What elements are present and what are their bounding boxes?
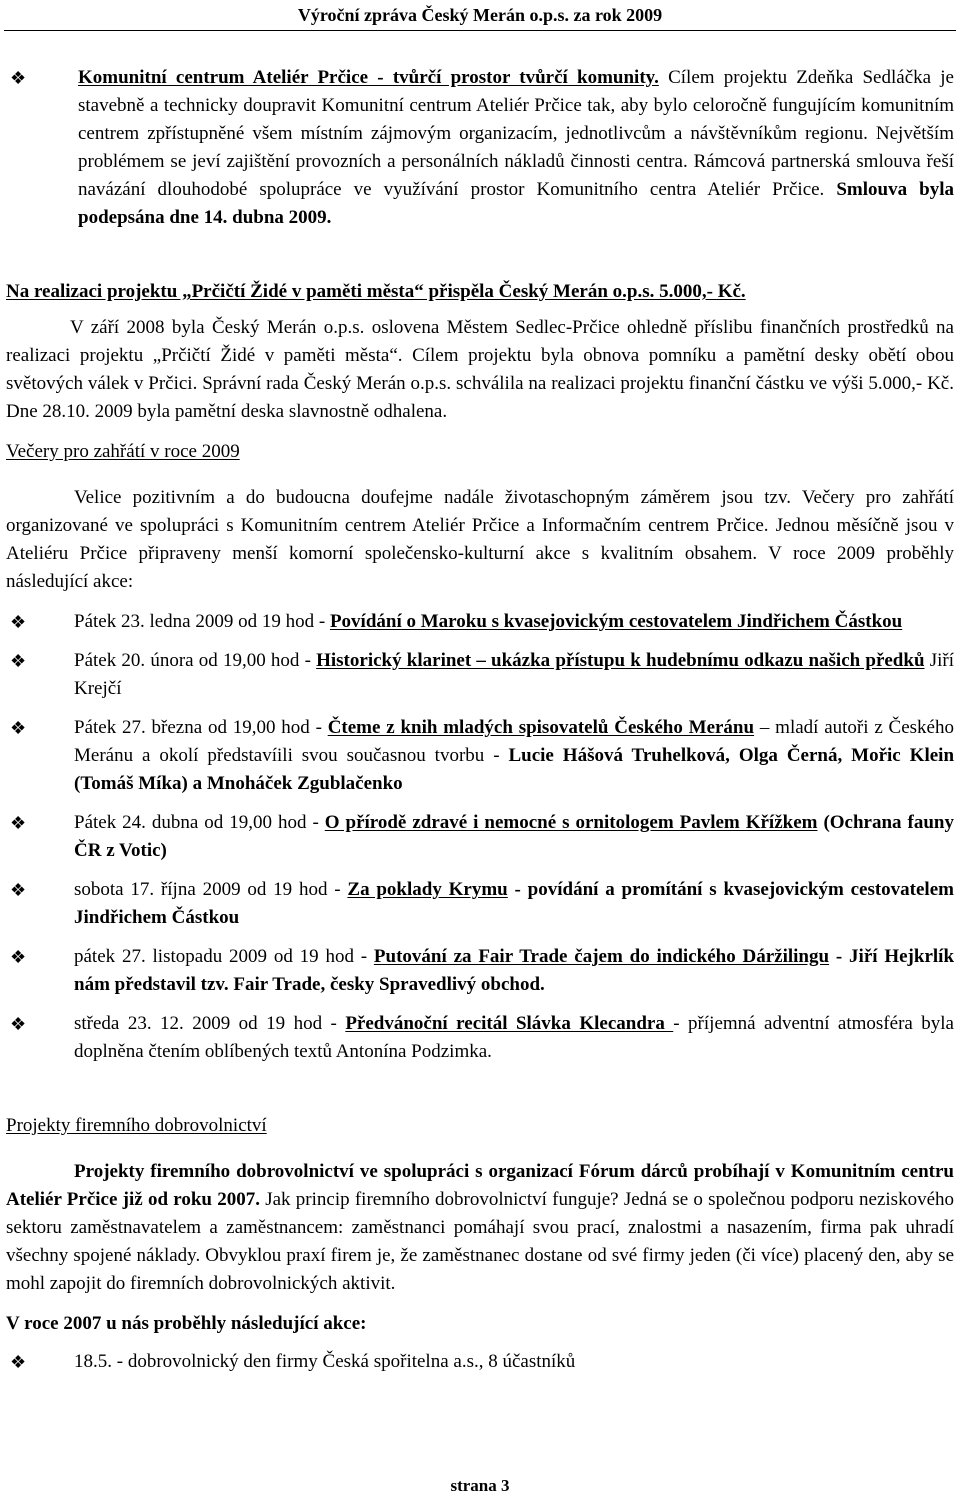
event-date: Pátek 24. dubna od 19,00 hod - (74, 812, 325, 833)
event-bold-rest: - povídání a promítání s kvasejovickým cestovatelem Jindřichem Částkou (74, 879, 954, 928)
diamond-bullet-icon: ❖ (10, 813, 27, 833)
volunteer-item (6, 1348, 954, 1376)
diamond-bullet-icon: ❖ (10, 947, 27, 967)
projekty-plain-text: Jak princip firemního dobrovolnictví funguje? Jedná se o společnou podporu neziskového sektoru zaměstnavatelem a zaměstnancem: zaměstnanci pomáhají svou prací, znalostmi a nasazením, firma pak uhradí všechny spojené náklady. Obvyklou praxí firem je, že zaměstnanec dostane od své firmy jeden (či více) placený den, aby se mohl zapojit do firemních dobrovolnických aktivit. (6, 1189, 955, 1294)
event-title: Předvánoční recitál Slávka Klecandra (345, 1013, 674, 1034)
event-item (6, 608, 954, 636)
event-item (6, 943, 954, 999)
diamond-bullet-icon: ❖ (10, 880, 27, 900)
event-item (6, 647, 954, 703)
diamond-bullet-icon: ❖ (10, 651, 27, 671)
running-header: Výroční zpráva Český Merán o.p.s. za rok 2009 (297, 5, 663, 25)
projekty-text (6, 1158, 954, 1298)
event-item (6, 876, 954, 932)
diamond-bullet-icon: ❖ (10, 68, 27, 88)
event-item (6, 714, 954, 798)
event-bold-rest: - Jiří Hejkrlík nám představil tzv. Fair Trade, česky Spravedlivý obchod. (74, 946, 955, 995)
zide-heading: Na realizaci projektu „Prčičtí Židé v paměti města“ přispěla Český Merán o.p.s. 5.000,- Kč. (6, 281, 746, 302)
diamond-bullet-icon: ❖ (10, 1352, 27, 1372)
page-number: strana 3 (450, 1476, 510, 1495)
volunteer-item-text: 18.5. - dobrovolnický den firmy Česká spořitelna a.s., 8 účastníků (74, 1351, 576, 1372)
event-rest: - příjemná adventní atmosféra byla doplněna čtením oblíbených textů Antonína Podzimka. (74, 1013, 954, 1062)
diamond-bullet-icon: ❖ (10, 612, 27, 632)
intro-bold-end: Smlouva byla podepsána dne 14. dubna 2009. (78, 179, 954, 228)
event-date: sobota 17. října 2009 od 19 hod - (74, 879, 348, 900)
event-date: Pátek 27. března od 19,00 hod - (74, 717, 328, 738)
event-bold-rest: Lucie Hášová Truhelková, Olga Černá, Mořic Klein (Tomáš Míka) a Mnoháček Zgublačenko (74, 745, 955, 794)
event-title: Za poklady Krymu (347, 879, 508, 900)
zide-text: V září 2008 byla Český Merán o.p.s. oslovena Městem Sedlec-Prčice ohledně příslibu finančních prostředků na realizaci projektu „Prčičtí Židé v paměti města“. Cílem projektu byla obnova pomníku a pamětní desky obětí obou světových válek v Prčici. Správní rada Český Merán o.p.s. schválila na realizaci projektu finanční částku ve výši 5.000,- Kč. Dne 28.10. 2009 byla pamětní deska slavnostně odhalena. (6, 317, 954, 422)
page-content (6, 64, 954, 1376)
event-title: Historický klarinet – ukázka přístupu k hudebnímu odkazu našich předků (316, 650, 925, 671)
projekty-heading: Projekty firemního dobrovolnictví (6, 1115, 267, 1136)
event-rest: – mladí autoři z Českého Meránu a okolí představíili svou současnou tvorbu - (74, 717, 954, 766)
event-title: Putování za Fair Trade čajem do indického Dáržilingu (373, 946, 830, 967)
projekty-bold-text: Projekty firemního dobrovolnictví ve spolupráci s organizací Fórum dárců probíhají v Komunitním centru Ateliér Prčice již od roku 2007. (6, 1161, 954, 1210)
event-date: středa 23. 12. 2009 od 19 hod - (74, 1013, 346, 1034)
event-title: Povídání o Maroku s kvasejovickým cestovatelem Jindřichem Částkou (329, 611, 903, 632)
event-date: Pátek 23. ledna 2009 od 19 hod - (74, 611, 330, 632)
intro-text: Cílem projektu Zdeňka Sedláčka je stavebně a technicky doupravit Komunitní centrum Ateliér Prčice tak, aby bylo celoročně fungujícím komunitním centrem zpřístupněné všem místním zájmovým organizacím, jednotlivcům a návštěvníkům regionu. Největším problémem se jeví zajištění provozních a personálních nákladů činnosti centra. Rámcová partnerská smlouva řeší navázání dlouhodobé spolupráce ve využívání prostor Komunitního centra Ateliér Prčice. (78, 67, 954, 200)
vecery-text: Velice pozitivním a do budoucna doufejme nadále životaschopným záměrem jsou tzv. Večery pro zahřátí organizované ve spolupráci s Komunitním centrem Ateliér Prčice a Informačním centrem Prčice. Jednou měsíčně jsou v Ateliéru Prčice připraveny menší komorní společensko-kulturní akce s kvalitním obsahem. V roce 2009 proběhly následující akce: (6, 487, 954, 592)
intro-paragraph (6, 64, 954, 232)
event-rest: Jiří Krejčí (74, 650, 954, 699)
event-date: Pátek 20. února od 19,00 hod - (74, 650, 317, 671)
vecery-heading: Večery pro zahřátí v roce 2009 (6, 441, 240, 462)
diamond-bullet-icon: ❖ (10, 1014, 27, 1034)
event-item (6, 1010, 954, 1066)
event-date: pátek 27. listopadu 2009 od 19 hod - (74, 946, 374, 967)
header-rule (4, 30, 956, 31)
intro-lead: Komunitní centrum Ateliér Prčice - tvůrčí prostor tvůrčí komunity. (78, 67, 659, 88)
event-title: Čteme z knih mladých spisovatelů Českého Meránu (327, 717, 755, 738)
event-bold-rest: (Ochrana fauny ČR z Votic) (74, 812, 954, 861)
event-title: O přírodě zdravé i nemocné s ornitologem Pavlem Křížkem (324, 812, 818, 833)
projekty-subheading: V roce 2007 u nás proběhly následující akce: (6, 1313, 367, 1334)
event-item (6, 809, 954, 865)
diamond-bullet-icon: ❖ (10, 718, 27, 738)
